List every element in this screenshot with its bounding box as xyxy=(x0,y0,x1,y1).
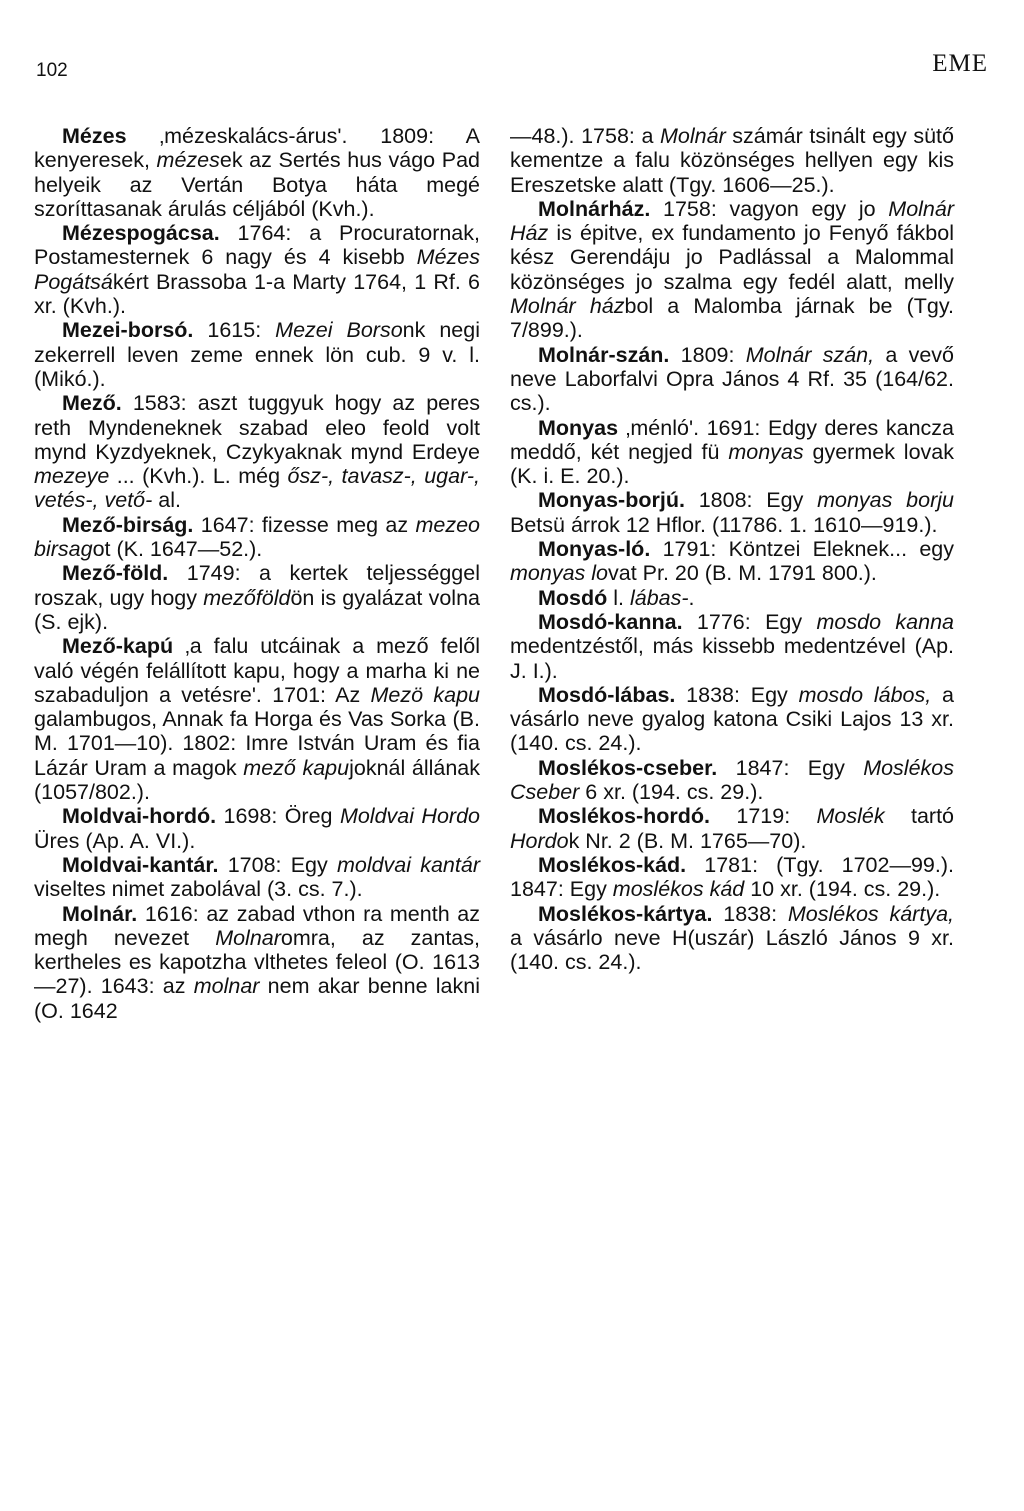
entry-headword: Mosdó xyxy=(538,585,608,610)
entry-quote-italic: lábas- xyxy=(629,585,689,610)
entry-text: —48.). 1758: a xyxy=(510,124,661,148)
entry-text: 1758: vagyon egy jo xyxy=(650,196,889,221)
entry-quote-italic: mezeye xyxy=(34,464,110,489)
entry-text: is épitve, ex fundamento jo Fenyő fákbol kész Gerendáju jo Padlással a Malommal közönséges jo szalma egy fedél alatt, melly xyxy=(510,221,954,294)
entry-text: medentzéstől, más kissebb medentzével (Ap. J. I.). xyxy=(510,634,954,683)
entry-text: ... (Kvh.). L. még xyxy=(109,464,288,489)
entry-text: 10 xr. (194. cs. 29.). xyxy=(744,877,941,902)
entry-headword: Molnár-szán. xyxy=(538,342,670,367)
entry-headword: Moslékos-kád. xyxy=(538,852,687,877)
entry-quote-italic: Molnár ház xyxy=(510,294,625,319)
entry-quote-italic: Molnar xyxy=(215,925,281,950)
entry-quote-italic: Molnár szán, xyxy=(745,342,875,367)
dictionary-entry xyxy=(34,804,480,853)
entry-text: a vásárlo neve gyalog katona Csiki Lajos 13 xr. (140. cs. 24.). xyxy=(510,682,954,756)
entry-text: 1847: Egy xyxy=(717,755,864,780)
entry-headword: Molnár. xyxy=(62,901,138,926)
entry-text: k Nr. 2 (B. M. 1765—70). xyxy=(568,828,807,853)
entry-text: 1808: Egy xyxy=(684,488,818,513)
entry-quote-italic: monyas lo xyxy=(510,561,608,586)
entry-text: 1776: Egy xyxy=(682,609,817,634)
entry-text: a vevő neve Laborfalvi Opra János 4 Rf. 35 (164/62. cs.). xyxy=(510,342,954,416)
dictionary-entry xyxy=(34,634,480,804)
entry-text: 1698: Öreg xyxy=(216,804,340,829)
entry-quote-italic: Molnár Ház xyxy=(510,196,954,246)
dictionary-entry xyxy=(510,124,954,197)
entry-quote-italic: mezőföld xyxy=(203,585,291,610)
entry-quote-italic: Mezei Borso xyxy=(275,318,403,343)
entry-text: gyermek lovak (K. i. E. 20.). xyxy=(510,439,954,489)
entry-text: al. xyxy=(152,488,181,513)
entry-quote-italic: Moldvai Hordo xyxy=(339,804,480,829)
entry-headword: Mezei-borsó. xyxy=(62,318,194,343)
entry-headword: Monyas xyxy=(538,415,619,440)
entry-text: . xyxy=(688,585,695,610)
entry-text: ot (K. 1647—52.). xyxy=(92,537,263,562)
entry-quote-italic: mosdo lábos, xyxy=(798,682,932,707)
entry-headword: Mező-föld. xyxy=(62,561,169,586)
entry-headword: Mező. xyxy=(62,391,122,416)
entry-quote-italic: Moslékos Cseber xyxy=(510,755,954,805)
entry-text: kért Brassoba 1-a Marty 1764, 1 Rf. 6 xr. (Kvh.). xyxy=(34,269,480,319)
entry-quote-italic: mezeo birsag xyxy=(34,512,480,562)
entry-headword: Mézespogácsa. xyxy=(62,221,220,246)
entry-quote-italic: Hordo xyxy=(510,828,569,853)
entry-text: nem akar benne lakni (O. 1642 xyxy=(34,974,480,1023)
entry-headword: Moslékos-kártya. xyxy=(538,901,713,926)
entry-quote-italic: Moslék xyxy=(816,804,885,829)
entry-text: 1781: (Tgy. 1702—99.). 1847: Egy xyxy=(510,852,954,902)
entry-text: 1719: xyxy=(710,804,817,829)
entry-headword: Mező-birság. xyxy=(62,512,194,537)
dictionary-entry xyxy=(510,343,954,416)
entry-quote-italic: molnar xyxy=(193,974,260,999)
entry-text: nk negi zekerrell leven zeme ennek lön cub. 9 v. l. (Mikó.). xyxy=(34,318,480,391)
entry-text: 1708: Egy xyxy=(218,852,337,877)
entry-text: számár tsinált egy sütő kementze a falu közönséges hellyen egy kis Ereszetske alatt (Tgy. 1606—25.). xyxy=(510,124,954,197)
entry-headword: Moslékos-hordó. xyxy=(538,804,711,829)
dictionary-entry xyxy=(34,318,480,391)
entry-text: bol a Malomba járnak be (Tgy. 7/899.). xyxy=(510,294,954,343)
dictionary-entry xyxy=(510,683,954,756)
dictionary-entry xyxy=(510,488,954,537)
entry-text: l. xyxy=(607,585,630,610)
entry-headword: Mézes xyxy=(62,124,127,148)
entry-headword: Mosdó-kanna. xyxy=(538,609,683,634)
entry-text: vat Pr. 20 (B. M. 1791 800.). xyxy=(608,561,877,586)
entry-text: ‚a falu utcáinak a mező felől való végén felállított kapu, hogy a marha ki ne szabaduljon a vetésre'. 1701: Az xyxy=(34,634,480,707)
dictionary-entry xyxy=(510,756,954,805)
dictionary-entry xyxy=(510,853,954,902)
entry-quote-italic: monyas borju xyxy=(817,488,954,513)
entry-text: 1838: Egy xyxy=(675,682,799,707)
dictionary-entry xyxy=(34,391,480,512)
entry-text: ‚ménló'. 1691: Edgy deres kancza meddő, két negjed fü xyxy=(510,415,954,464)
dictionary-entry xyxy=(510,610,954,683)
entry-quote-italic: moldvai kantár xyxy=(336,852,480,877)
entry-quote-italic: mező kapu xyxy=(243,755,350,780)
left-column xyxy=(34,124,480,1023)
entry-text: galambugos, Annak fa Horga és Vas Sorka (B. M. 1701—10). 1802: Imre István Uram és fia Lázár Uram a magok xyxy=(34,707,480,780)
entry-quote-italic: Moslékos kártya, xyxy=(787,901,955,926)
entry-text: 1615: xyxy=(193,318,276,343)
entry-quote-italic: moslékos kád xyxy=(612,877,745,902)
entry-quote-italic: mosdo kanna xyxy=(816,609,954,634)
dictionary-entry xyxy=(34,124,480,221)
entry-text: Betsü árrok 12 Hflor. (11786. 1. 1610—919.). xyxy=(510,512,938,537)
dictionary-entry xyxy=(510,804,954,853)
entry-text: 1616: az zabad vthon ra menth az megh nevezet xyxy=(34,901,480,950)
entry-headword: Monyas-borjú. xyxy=(538,488,685,513)
entry-quote-italic: mézes xyxy=(156,148,220,173)
entry-text: ön is gyalázat volna (S. ejk). xyxy=(34,585,480,634)
entry-headword: Mező-kapú xyxy=(62,634,174,659)
right-column xyxy=(510,124,954,974)
entry-text: 1749: a kertek teljességgel roszak, ugy hogy xyxy=(34,561,480,610)
entry-quote-italic: monyas xyxy=(728,439,804,464)
dictionary-entry xyxy=(510,416,954,489)
dictionary-entry xyxy=(34,561,480,634)
dictionary-entry xyxy=(34,902,480,1023)
entry-text: a vásárlo neve H(uszár) László János 9 xr. (140. cs. 24.). xyxy=(510,925,954,975)
entry-text: viseltes nimet zabolával (3. cs. 7.). xyxy=(34,877,363,902)
dictionary-entry xyxy=(510,197,954,343)
dictionary-entry xyxy=(510,902,954,975)
entry-text: 1764: a Procuratornak, Postamesternek 6 nagy és 4 kisebb xyxy=(34,221,480,270)
entry-text: tartó xyxy=(884,804,954,829)
entry-headword: Moldvai-kantár. xyxy=(62,852,219,877)
entry-headword: Mosdó-lábas. xyxy=(538,682,676,707)
entry-quote-italic: ősz-, tavasz-, ugar-, vetés-, vető- xyxy=(34,464,480,513)
entry-text: 6 xr. (194. cs. 29.). xyxy=(579,780,764,805)
entry-headword: Monyas-ló. xyxy=(538,537,651,562)
entry-text: 1583: aszt tuggyuk hogy az peres reth Myndeneknek szabad eleo feold volt mynd Kyzdyeknek, Czykyaknak mynd Erdeye xyxy=(34,391,480,464)
entry-text: omra, az zantas, kertheles es kapotzha vlthetes feleol (O. 1613—27). 1643: az xyxy=(34,925,480,999)
page-number: 102 xyxy=(36,60,68,81)
dictionary-entry xyxy=(510,537,954,586)
entry-quote-italic: Mézes Pogátsá xyxy=(34,245,480,294)
running-head: EME xyxy=(932,50,988,77)
entry-quote-italic: Mezö kapu xyxy=(370,682,480,707)
entry-text: 1809: xyxy=(669,342,746,367)
entry-quote-italic: Molnár xyxy=(660,124,726,148)
dictionary-entry xyxy=(510,586,954,610)
entry-text: 1647: fizesse meg az xyxy=(193,512,416,537)
entry-text: ‚mézeskalács-árus'. 1809: A kenyeresek, xyxy=(34,124,480,173)
dictionary-entry xyxy=(34,221,480,318)
entry-headword: Molnárház. xyxy=(538,196,651,221)
dictionary-entry xyxy=(34,853,480,902)
entry-text: joknál állának (1057/802.). xyxy=(34,755,481,805)
dictionary-entry xyxy=(34,513,480,562)
entry-text: 1838: xyxy=(712,901,788,926)
entry-text: Üres (Ap. A. VI.). xyxy=(34,828,196,853)
entry-headword: Moldvai-hordó. xyxy=(62,804,217,829)
entry-headword: Moslékos-cseber. xyxy=(538,755,718,780)
entry-text: ek az Sertés hus vágo Pad helyeik az Vertán Botya háta megé szoríttasanak árulás céljából (Kvh.). xyxy=(34,148,480,221)
entry-text: 1791: Köntzei Eleknek... egy xyxy=(650,537,954,562)
